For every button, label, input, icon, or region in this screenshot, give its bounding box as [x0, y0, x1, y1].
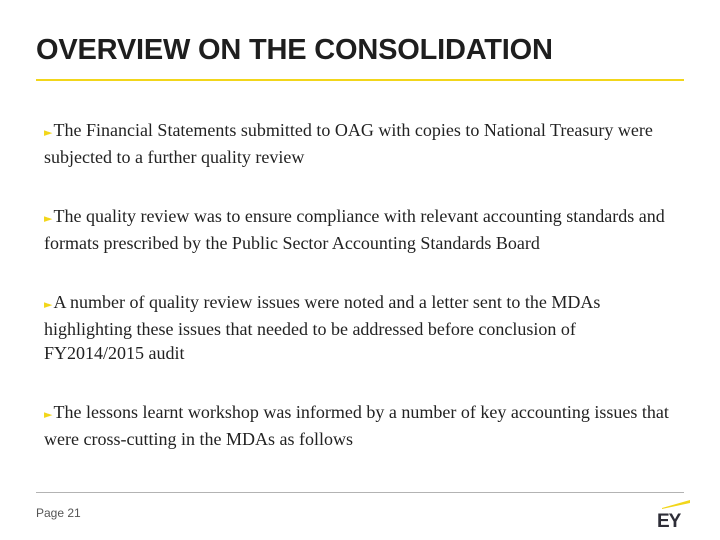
bullet-text: The lessons learnt workshop was informed by a number of key accounting issues that were cross-cutting in the MDAs as follows [44, 402, 669, 449]
bullet-item [44, 118, 674, 169]
bullet-item [44, 204, 674, 255]
footer-divider [36, 492, 684, 493]
bullet-list [44, 118, 674, 451]
bullet-text: A number of quality review issues were noted and a letter sent to the MDAs highlighting these issues that needed to be addressed before conclusion of FY2014/2015 audit [44, 292, 601, 363]
ey-logo [652, 499, 692, 529]
title-underline [36, 79, 684, 81]
bullet-text: The quality review was to ensure compliance with relevant accounting standards and formats prescribed by the Public Sector Accounting Standards Board [44, 206, 665, 253]
bullet-text: The Financial Statements submitted to OAG with copies to National Treasury were subjected to a further quality review [44, 120, 653, 167]
page-number: Page 21 [36, 506, 81, 520]
bullet-item [44, 290, 674, 365]
svg-text:EY: EY [657, 511, 681, 529]
triangle-right-icon: ► [44, 408, 53, 421]
triangle-right-icon: ► [44, 126, 53, 139]
bullet-item [44, 400, 674, 451]
triangle-right-icon: ► [44, 212, 53, 225]
slide-title: OVERVIEW ON THE CONSOLIDATION [36, 34, 553, 66]
triangle-right-icon: ► [44, 298, 53, 311]
